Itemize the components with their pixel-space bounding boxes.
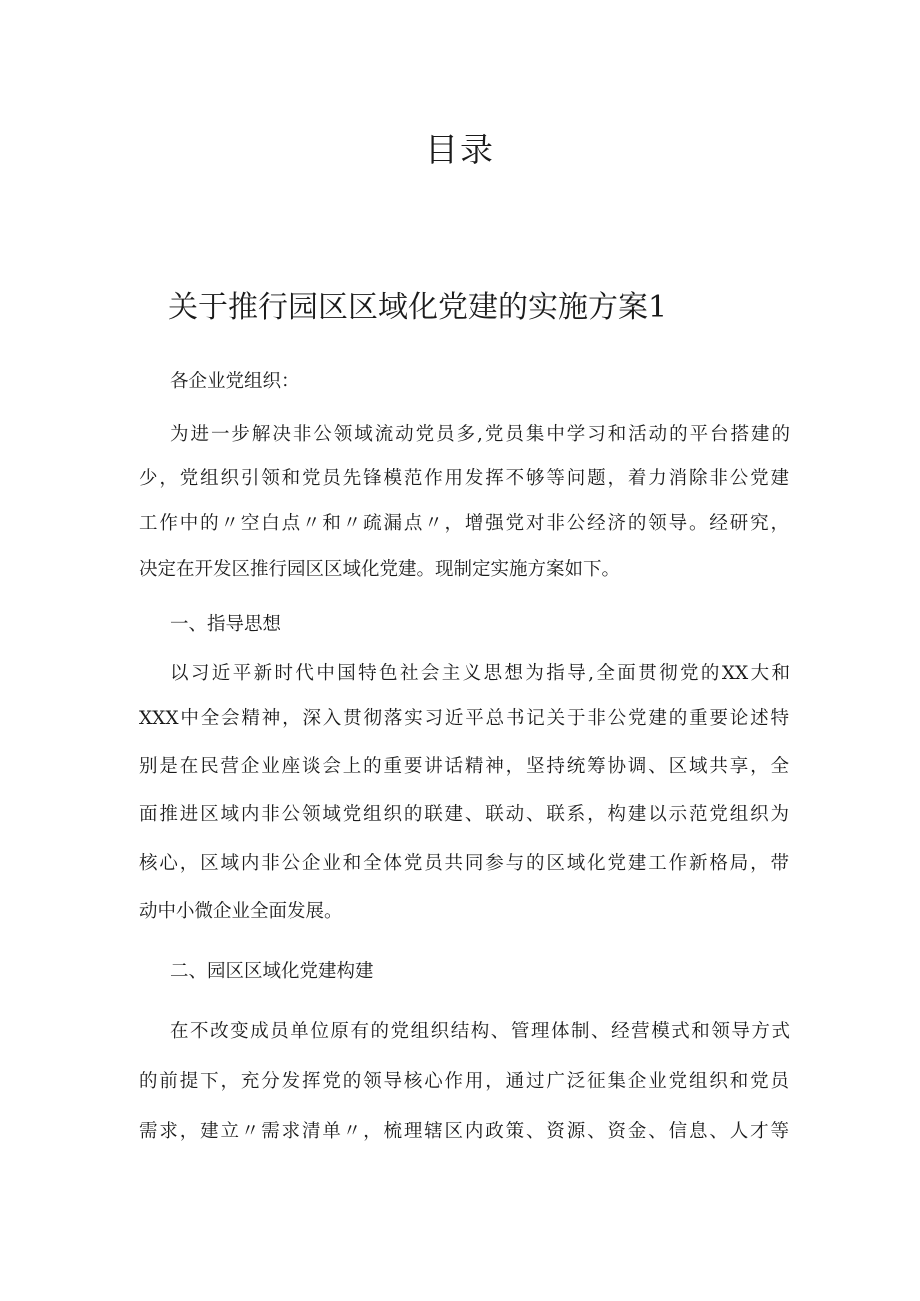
intro-line-4: 决定在开发区推行园区区域化党建。现制定实施方案如下。	[139, 559, 621, 580]
section1-line-6: 动中小微企业全面发展。	[139, 901, 343, 922]
intro-line-3: 工作中的〃空白点〃和〃疏漏点〃，增强党对非公经济的领导。经研究，	[139, 513, 789, 534]
section1-line-5: 核心，区域内非公企业和全体党员共同参与的区域化党建工作新格局，带	[139, 853, 789, 874]
section2-line-1: 在不改变成员单位原有的党组织结构、管理体制、经营模式和领导方式	[170, 1021, 790, 1042]
section1-line-4: 面推进区域内非公领域党组织的联建、联动、联系，构建以示范党组织为	[139, 804, 789, 825]
section1-line-3: 别是在民营企业座谈会上的重要讲话精神，坚持统筹协调、区域共享，全	[139, 756, 789, 777]
section1-line-2: XXX中全会精神，深入贯彻落实习近平总书记关于非公党建的重要论述特	[139, 708, 789, 729]
document-title: 关于推行园区区域化党建的实施方案1	[168, 290, 668, 325]
salutation: 各企业党组织：	[170, 371, 300, 392]
section1-line-1: 以习近平新时代中国特色社会主义思想为指导,全面贯彻党的XX大和	[170, 663, 790, 684]
section2-line-2: 的前提下，充分发挥党的领导核心作用，通过广泛征集企业党组织和党员	[139, 1071, 789, 1092]
toc-title: 目录	[425, 130, 495, 169]
intro-line-1: 为进一步解决非公领域流动党员多,党员集中学习和活动的平台搭建的	[170, 424, 790, 445]
intro-line-2: 少，党组织引领和党员先锋模范作用发挥不够等问题，着力消除非公党建	[139, 468, 789, 489]
section1-heading: 一、指导思想	[170, 614, 282, 635]
section2-heading: 二、园区区域化党建构建	[170, 961, 374, 982]
section2-line-3: 需求，建立〃需求清单〃，梳理辖区内政策、资源、资金、信息、人才等	[139, 1121, 789, 1142]
